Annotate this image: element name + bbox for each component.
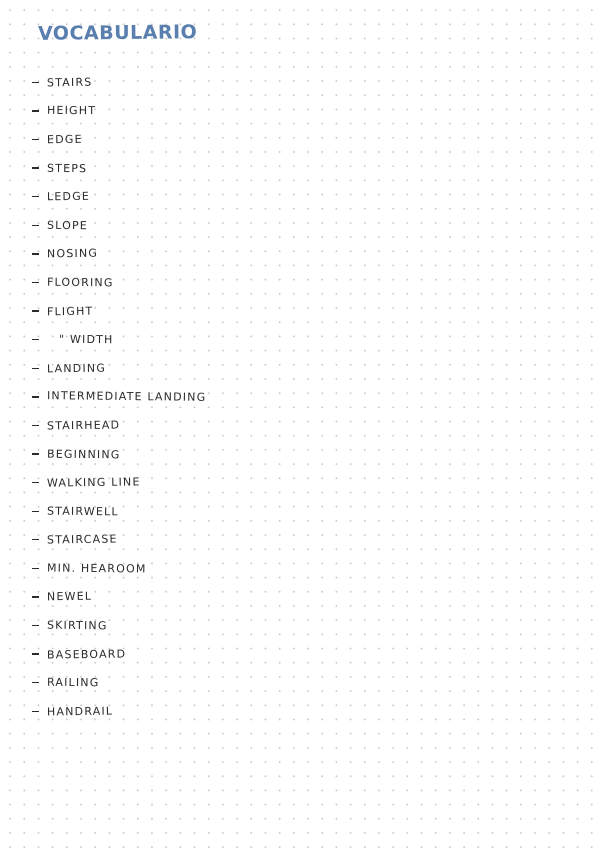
dash-mark (32, 539, 39, 540)
list-item (32, 68, 206, 97)
list-item (32, 411, 206, 440)
list-item (32, 640, 206, 669)
dash-mark (32, 682, 39, 683)
dash-mark (32, 653, 39, 654)
dash-mark (32, 310, 39, 311)
item-label: FLOORING (46, 275, 114, 290)
page-title: VOCABULARIO (37, 21, 198, 45)
list-item (32, 440, 206, 469)
item-label: HANDRAIL (46, 704, 114, 719)
item-label: MIN. HEAROOM (46, 561, 147, 576)
item-label: BASEBOARD (46, 647, 127, 662)
dash-mark (32, 568, 39, 569)
list-item (32, 240, 206, 269)
item-label: LANDING (46, 361, 107, 376)
dash-mark (32, 282, 39, 283)
list-item (32, 383, 206, 412)
list-item (32, 268, 206, 297)
item-label: " WIDTH (58, 332, 114, 347)
list-item (32, 611, 206, 640)
dash-mark (32, 82, 39, 83)
list-item (32, 325, 206, 354)
list-item (32, 297, 206, 326)
list-item (32, 125, 206, 154)
list-item (32, 182, 206, 211)
item-label: NEWEL (46, 590, 93, 604)
item-label: NOSING (46, 247, 99, 261)
list-item (32, 526, 206, 555)
list-item (32, 583, 206, 612)
list-item (32, 697, 206, 726)
list-item (32, 97, 206, 126)
dash-mark (32, 425, 39, 426)
vocabulary-list (32, 68, 206, 726)
list-item (32, 468, 206, 497)
item-label: STEPS (46, 161, 88, 175)
list-item (32, 668, 206, 697)
dash-mark (32, 625, 39, 626)
dash-mark (32, 511, 39, 512)
dash-mark (32, 225, 39, 226)
item-label: LEDGE (46, 189, 91, 204)
item-label: INTERMEDIATE LANDING (46, 389, 207, 405)
dash-mark (32, 482, 39, 483)
dash-mark (32, 196, 39, 197)
dash-mark (32, 110, 39, 111)
dash-mark (32, 253, 39, 254)
item-label: STAIRS (46, 75, 93, 90)
item-label: BEGINNING (46, 447, 121, 461)
list-item (32, 154, 206, 183)
item-label: STAIRCASE (46, 532, 118, 547)
list-item (32, 497, 206, 526)
list-item (32, 554, 206, 583)
list-item (32, 354, 206, 383)
item-label: SLOPE (46, 218, 89, 232)
dash-mark (32, 368, 39, 369)
dash-mark (32, 711, 39, 712)
dash-mark (32, 139, 39, 140)
dash-mark (32, 339, 39, 340)
dash-mark (32, 396, 39, 397)
item-label: EDGE (46, 132, 83, 147)
item-label: FLIGHT (46, 304, 94, 318)
item-label: STAIRHEAD (46, 418, 121, 433)
dash-mark (32, 453, 39, 454)
item-label: RAILING (46, 675, 100, 690)
dash-mark (32, 596, 39, 597)
dash-mark (32, 167, 39, 168)
item-label: HEIGHT (46, 104, 97, 118)
list-item (32, 211, 206, 240)
item-label: SKIRTING (46, 618, 108, 633)
item-label: STAIRWELL (46, 504, 119, 519)
item-label: WALKING LINE (46, 475, 141, 490)
